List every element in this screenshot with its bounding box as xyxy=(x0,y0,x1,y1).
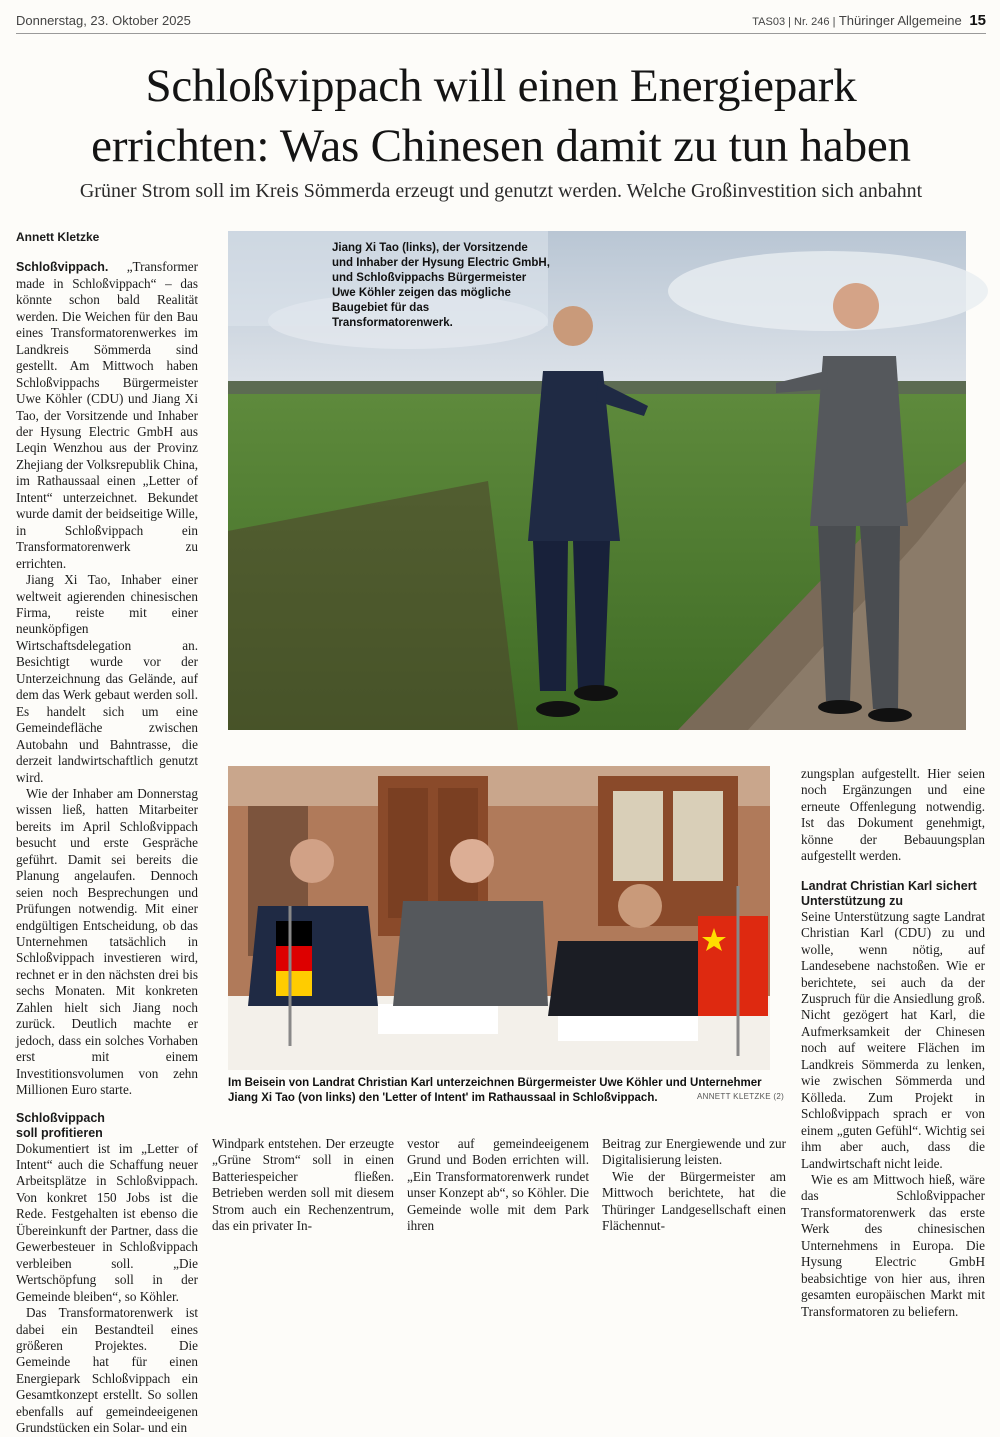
issue-date: Donnerstag, 23. Oktober 2025 xyxy=(16,13,191,28)
paragraph: Windpark entstehen. Der erzeugte „Grüne Strom“ soll in einen Batteriespeicher fließen. Betrieben werden soll mit diesem Strom auch ein Rechenzentrum, das ein privater In- xyxy=(212,1136,394,1234)
paragraph: Beitrag zur Energiewende und zur Digitalisierung leisten. xyxy=(602,1136,786,1168)
article-column-3 xyxy=(407,1136,589,1234)
page-number: 15 xyxy=(969,12,986,29)
headline-line-1: Schloßvippach will einen Energiepark xyxy=(145,60,857,112)
paragraph: Seine Unterstützung sagte Landrat Christian Karl (CDU) zu und wolle, wenn nötig, auf Landesebene nachstoßen. Wie er berichtete, sei auch da der Zuspruch für die Ansiedlung groß. Nicht gezögert hat Karl, die Aufmerksamkeit der Chinesen noch auf weitere Flächen im Landkreis Sömmerda zu lenken, wie zwischen Sömmerda und Kölleda. Zum Projekt in Schloßvippach sprach er von einem „guten Gefühl“. Wichtig sei ihm aber auch, dass die Landwirtschaft nicht leide. xyxy=(801,908,985,1171)
article-column-5 xyxy=(801,766,985,1319)
section-subhead: Landrat Christian Karl sichert Unterstützung zu xyxy=(801,878,977,908)
paragraph: Jiang Xi Tao, Inhaber einer weltweit agierenden chinesischen Firma, reiste mit einer neunköpfigen Wirtschaftsdelegation an. Besichtigt wurde vor der Unterzeichnung das Gelände, auf dem das Werk gebaut werden soll. Es handelt sich um eine Gemeindefläche zwischen Autobahn und Bahntrasse, die derzeit landwirtschaftlich genutzt wird. xyxy=(16,572,198,785)
paragraph: Dokumentiert ist im „Letter of Intent“ auch die Schaffung neuer Arbeitsplätze in Schloßvippach. Von konkret 150 Jobs ist die Rede. Festgehalten ist ebenso die Übereinkunft der Partner, dass die Gewerbesteuer in Schloßvippach verbleiben soll. „Die Wertschöpfung soll in der Gemeinde bleiben“, so Köhler. xyxy=(16,1140,198,1304)
article-column-4 xyxy=(602,1136,786,1234)
dateline: Schloßvippach. xyxy=(16,260,109,275)
photo-signing-caption: Im Beisein von Landrat Christian Karl unterzeichnen Bürgermeister Uwe Köhler und Unternehmer Jiang Xi Tao (von links) den 'Letter of Intent' im Rathaussaal in Schloßvippach. xyxy=(228,1077,762,1104)
photo-credit: ANNETT KLETZKE (2) xyxy=(697,1092,785,1101)
subheadline: Grüner Strom soll im Kreis Sömmerda erzeugt und genutzt werden. Welche Großinvestition sich anbahnt xyxy=(79,180,923,202)
headline xyxy=(16,56,986,176)
newspaper-name: Thüringer Allgemeine xyxy=(838,13,962,28)
article-column-2 xyxy=(212,1136,394,1234)
headline-line-2: errichten: Was Chinesen damit zu tun haben xyxy=(91,120,911,172)
photo-signing-image xyxy=(228,766,770,1070)
paragraph: zungsplan aufgestellt. Hier seien noch Ergänzungen und eine erneute Offenlegung notwendig. Ist das Dokument genehmigt, könne der Bebauungsplan aufgestellt werden. xyxy=(801,766,985,864)
article-column-1 xyxy=(16,229,198,1436)
paragraph: vestor auf gemeindeeigenem Grund und Boden errichten will. „Ein Transformatorenwerk rundet unser Konzept ab“, so Köhler. Die Gemeinde wolle mit dem Park ihren xyxy=(407,1136,589,1234)
edition-info: TAS03 | Nr. 246 | xyxy=(752,16,836,28)
paragraph: Wie der Inhaber am Donnerstag wissen ließ, hatten Mitarbeiter bereits im April Schloßvippach besucht und erste Gespräche geführt. Damit sei bereits die Planung angelaufen. Dennoch seien noch Besprechungen und Prüfungen notwendig. Mit einer endgültigen Entscheidung, ob das Unternehmen tatsächlich in Schloßvippach investieren wird, rechnet er in den nächsten drei bis sechs Monaten. Mit konkreten Zahlen hielt sich Jiang noch zurück. Deutlich machte er jedoch, dass ein solches Vorhaben erst mit einem Investitionsvolumen von zehn Millionen Euro starte. xyxy=(16,785,198,1098)
paragraph: Das Transformatorenwerk ist dabei ein Bestandteil eines größeren Projektes. Die Gemeinde hat für einen Energiepark Schloßvippach ein Gesamtkonzept erstellt. So sollen ebenfalls auf gemeindeeigenen Grundstücken ein Solar- und ein xyxy=(16,1305,198,1436)
page-header xyxy=(16,12,986,34)
photo-field-caption: Jiang Xi Tao (links), der Vorsitzende und Inhaber der Hysung Electric GmbH, und Schloßvippachs Bürgermeister Uwe Köhler zeigen das mögliche Baugebiet für das Transformatorenwerk. xyxy=(332,242,550,329)
paragraph: Schloßvippach. „Transformer made in Schloßvippach“ – das könnte schon bald Realität werden. Die Weichen für den Bau eines Transformatorenwerkes im Landkreis Sömmerda sind gestellt. Am Mittwoch haben Schloßvippachs Bürgermeister Uwe Köhler (CDU) und Jiang Xi Tao, der Vorsitzende und Inhaber der Hysung Electric GmbH aus Leqin Wenzhou aus der Provinz Zhejiang der Volksrepublik China, im Rathaussaal einen „Letter of Intent“ unterzeichnet. Bekundet wurde damit der beidseitige Wille, in Schloßvippach ein Transformatorenwerk zu errichten. xyxy=(16,259,198,571)
paragraph: Wie es am Mittwoch hieß, wäre das Schloßvippacher Transformatorenwerk das erste Werk des chinesischen Unternehmens in Europa. Die Hysung Electric GmbH beabsichtige von hier aus, ihren gesamten europäischen Markt mit Transformatoren zu beliefern. xyxy=(801,1171,985,1319)
paragraph: Wie der Bürgermeister am Mittwoch berichtete, hat die Thüringer Landgesellschaft einen Flächennut- xyxy=(602,1168,786,1234)
photo-signing xyxy=(228,766,770,1070)
masthead xyxy=(752,12,986,29)
author-name: Annett Kletzke xyxy=(16,230,100,244)
section-subhead: Schloßvippach soll profitieren xyxy=(16,1110,105,1140)
